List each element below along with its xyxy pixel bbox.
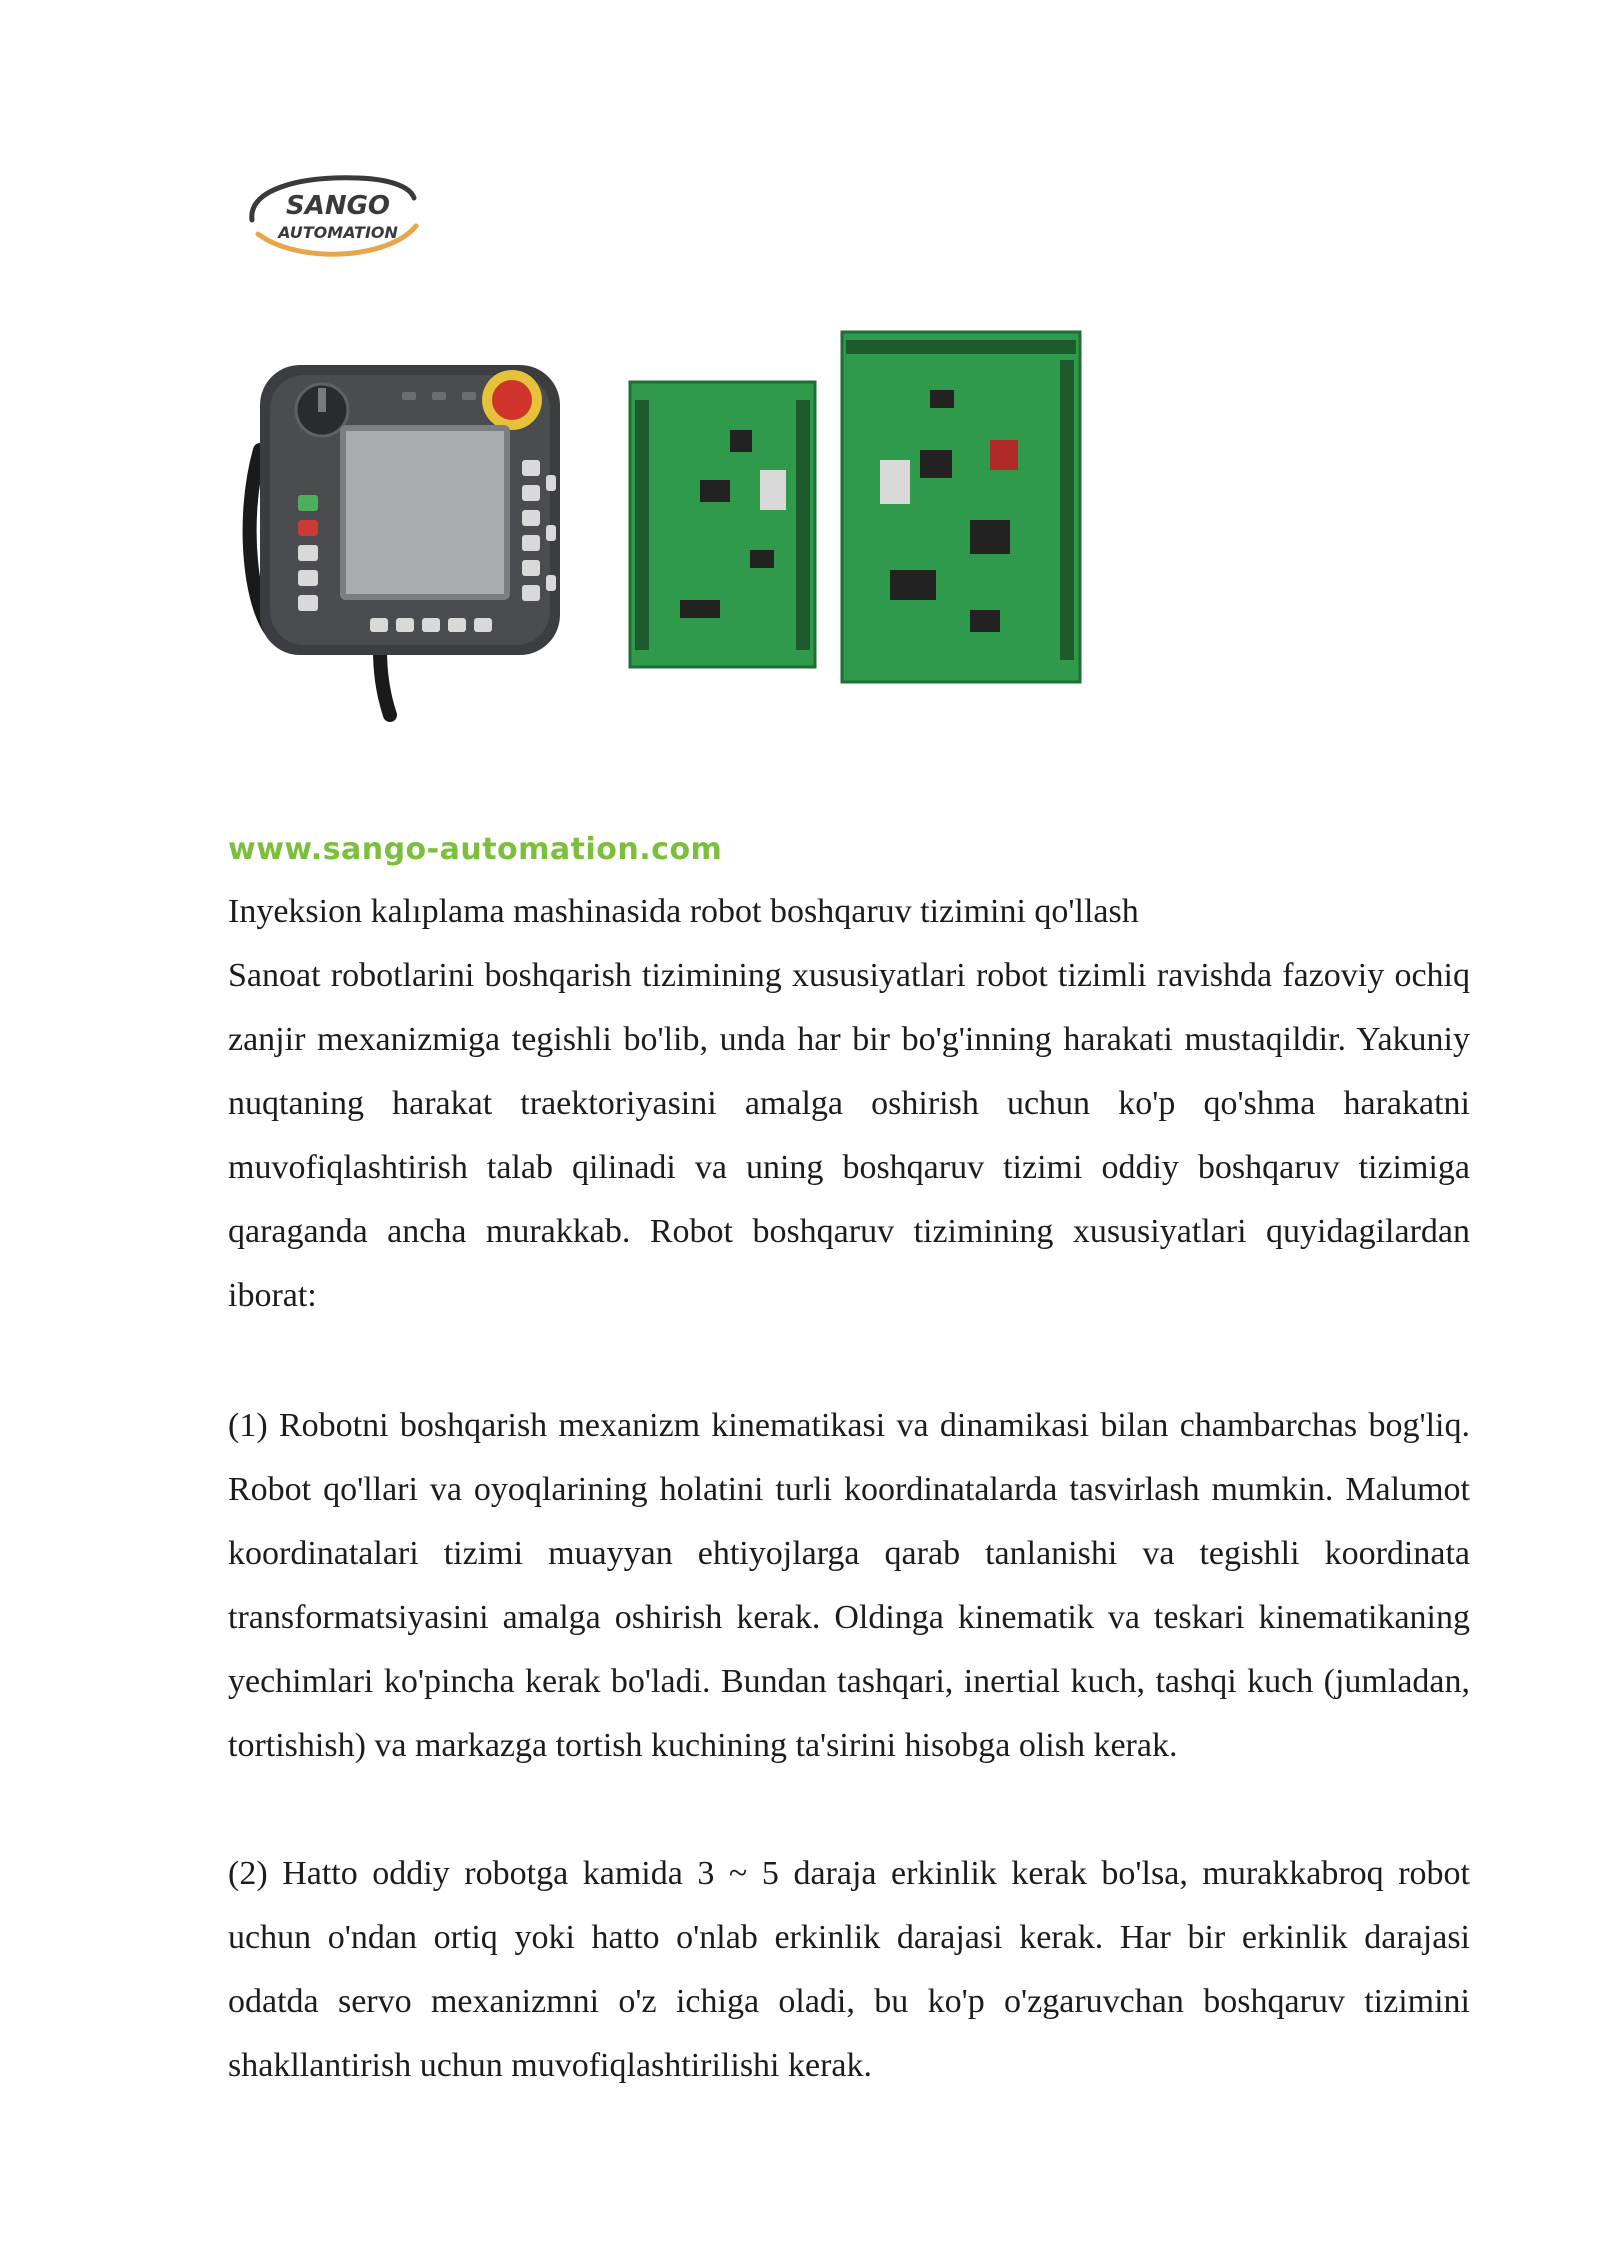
control-board-large (842, 332, 1080, 682)
paragraph-3: (2) Hatto oddiy robotga kamida 3 ~ 5 daraja erkinlik kerak bo'lsa, murakkabroq robot uchun o'ndan ortiq yoki hatto o'nlab erkinlik darajasi kerak. Har bir erkinlik darajasi odatda servo mexanizmni o'z ichiga oladi, bu ko'p o'zgaruvchan boshqaruv tizimini shakllantirish uchun muvofiqlashtirilishi kerak. (228, 1855, 1470, 2084)
logo-line2: AUTOMATION (278, 223, 398, 242)
product-image (230, 320, 1190, 740)
page-title: Inyeksion kalıplama mashinasida robot boshqaruv tizimini qo'llash (228, 893, 1139, 930)
paragraph-2: (1) Robotni boshqarish mexanizm kinematikasi va dinamikasi bilan chambarchas bog'liq. Robot qo'llari va oyoqlarining holatini turli koordinatalarda tasvirlash mumkin. Malumot koordinatalari tizimi muayyan ehtiyojlarga qarab tanlanishi va tegishli koordinata transformatsiyasini amalga oshirish kerak. Oldinga kinematik va teskari kinematikaning yechimlari ko'pincha kerak bo'ladi. Bundan tashqari, inertial kuch, tashqi kuch (jumladan, tortishish) va markazga tortish kuchining ta'sirini hisobga olish kerak. (228, 1407, 1470, 1764)
sango-automation-logo (238, 168, 428, 268)
logo-line1: SANGO (285, 191, 391, 221)
website-url: www.sango-automation.com (228, 832, 723, 867)
teach-pendant (250, 365, 560, 715)
control-board-small (630, 382, 815, 667)
paragraph-1: Sanoat robotlarini boshqarish tizimining xususiyatlari robot tizimli ravishda fazoviy ochiq zanjir mexanizmiga tegishli bo'lib, unda har bir bo'g'inning harakati mustaqildir. Yakuniy nuqtaning harakat traektoriyasini amalga oshirish uchun ko'p qo'shma harakatni muvofiqlashtirish talab qilinadi va uning boshqaruv tizimi oddiy boshqaruv tizimiga qaraganda ancha murakkab. Robot boshqaruv tizimining xususiyatlari quyidagilardan iborat: (228, 957, 1470, 1314)
